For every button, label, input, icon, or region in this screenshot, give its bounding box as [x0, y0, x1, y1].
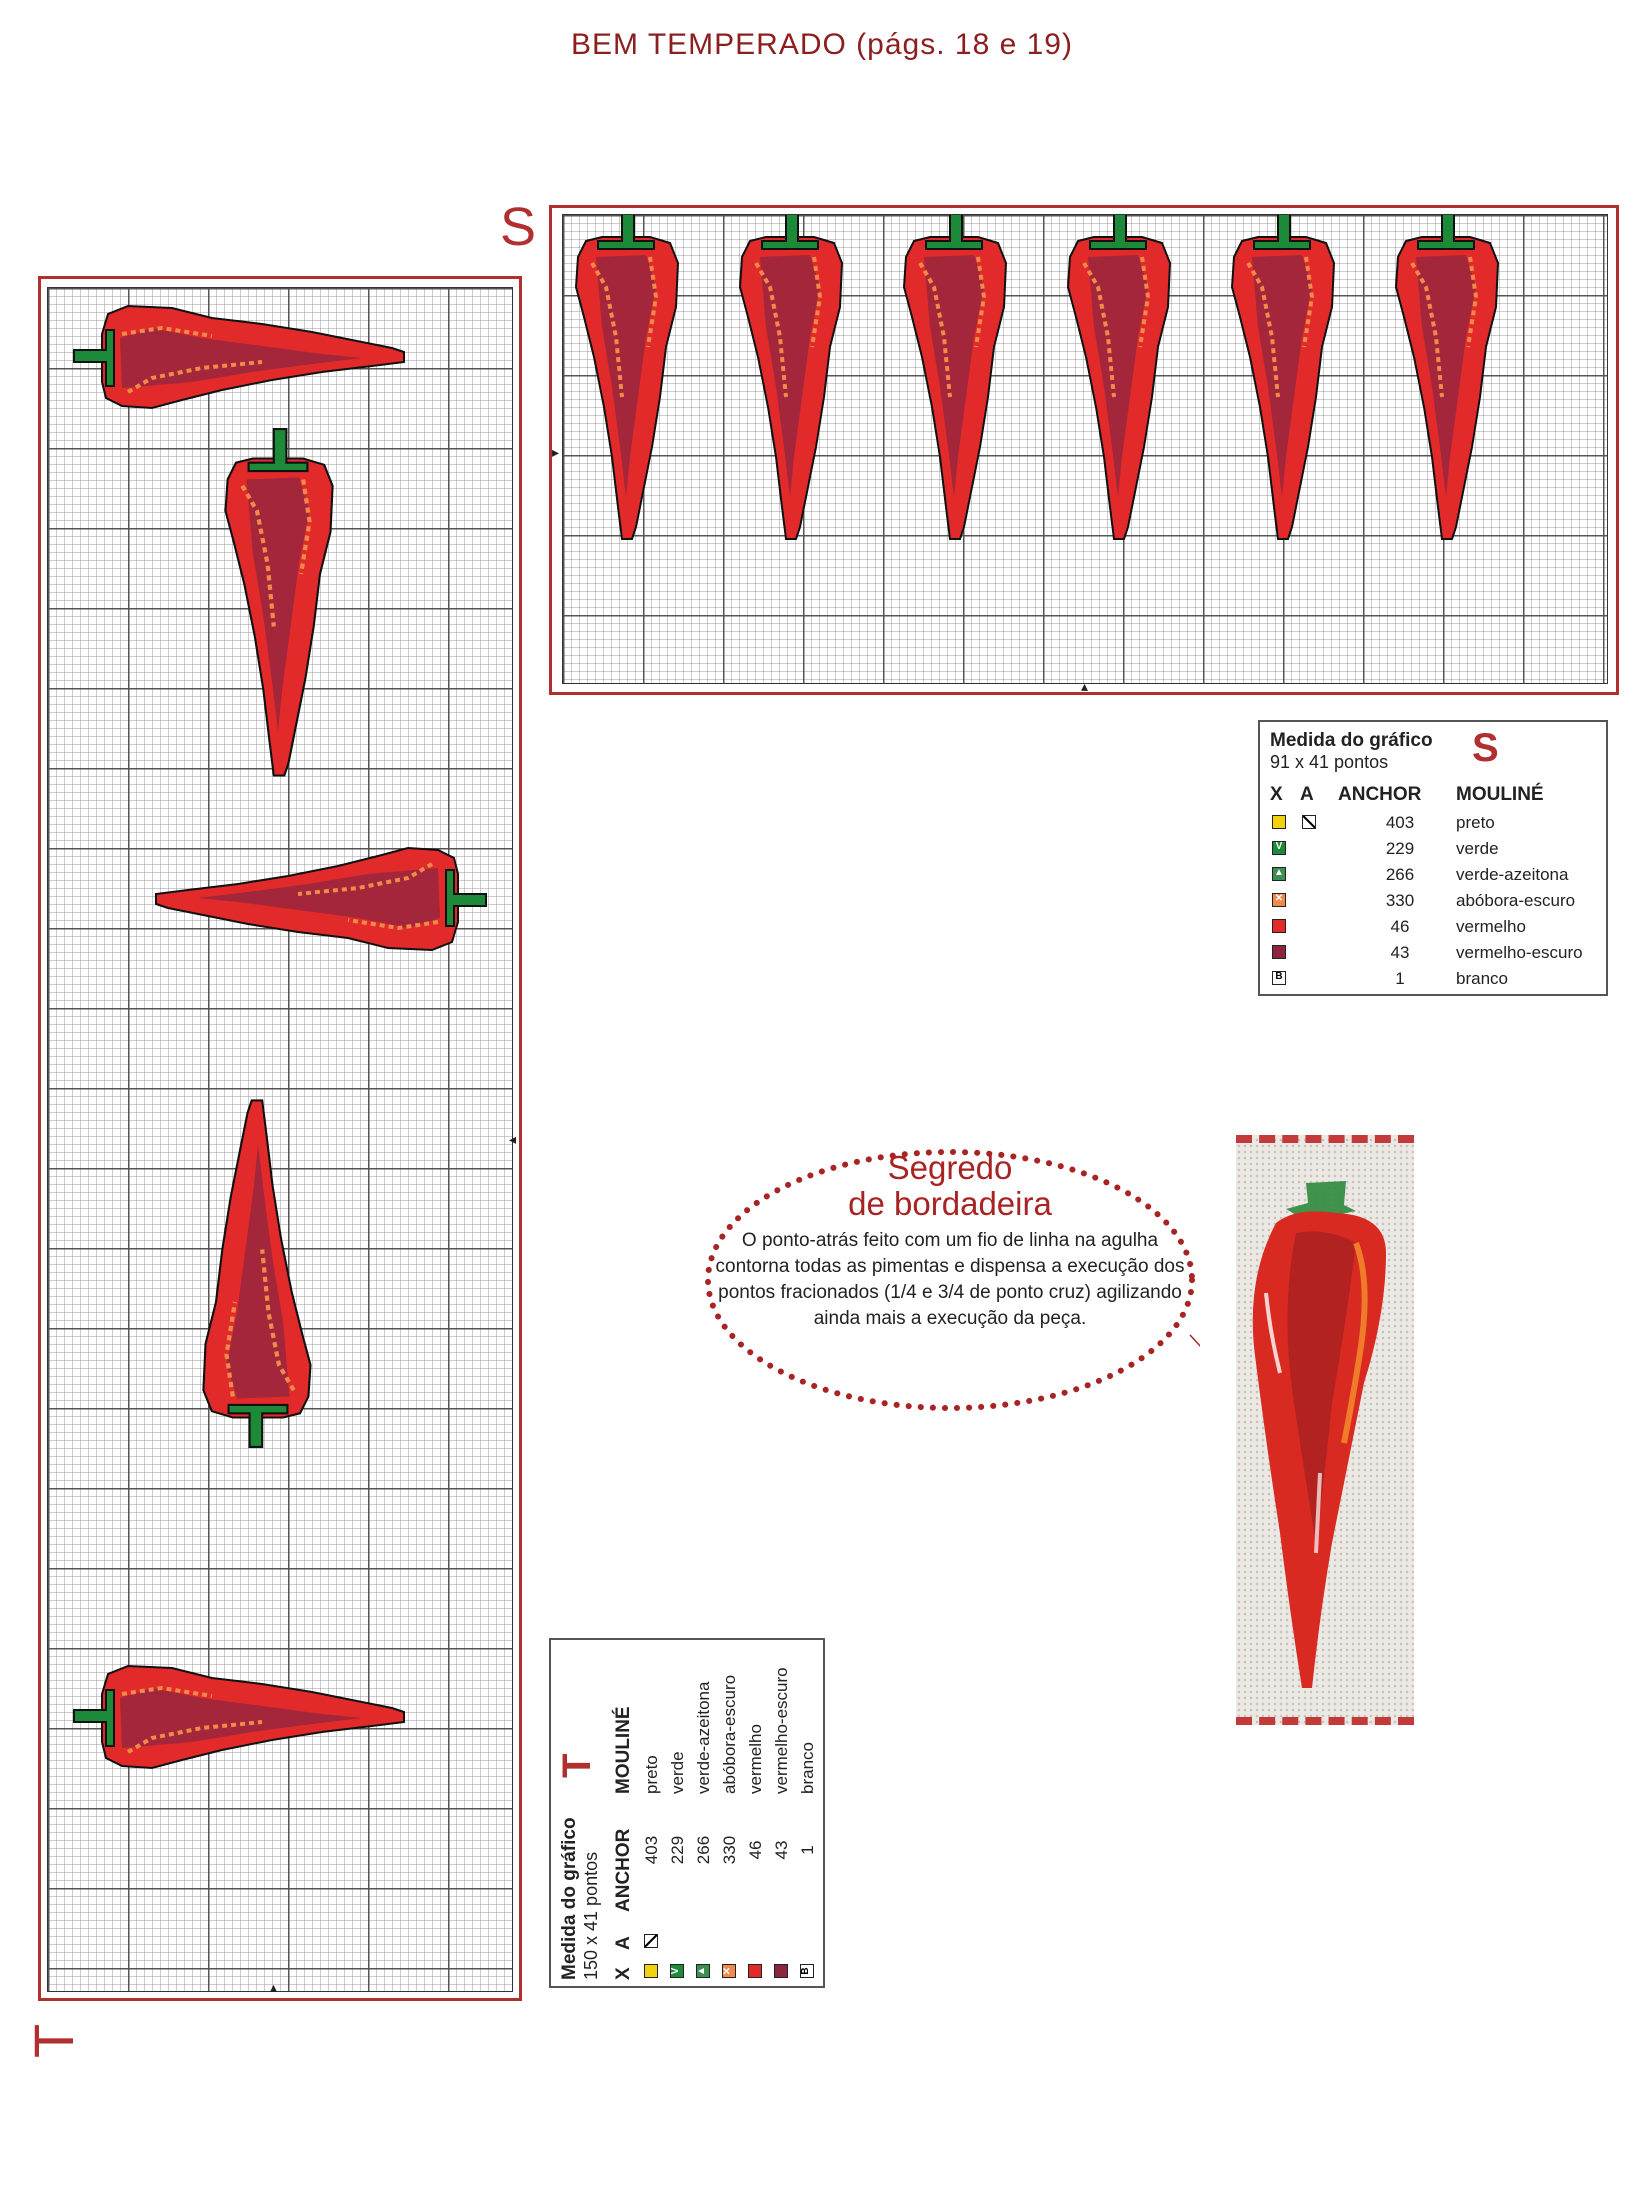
legend-anchor: 1: [798, 1845, 817, 1855]
pepper-motif: [203, 1100, 310, 1447]
legend-anchor: 46: [746, 1840, 765, 1860]
legend-mouline: vermelho-escuro: [1456, 943, 1583, 962]
color-swatch-icon: V: [670, 1964, 684, 1978]
center-arrow-right-icon: ◂: [509, 1131, 517, 1147]
legend-anchor: 43: [772, 1840, 791, 1860]
legend-row: [1270, 888, 1600, 914]
legend-row: [795, 1650, 821, 1980]
color-swatch-icon: [748, 1964, 762, 1978]
color-swatch-icon: [1272, 815, 1286, 829]
legend-t-title: Medida do gráfico: [559, 1817, 580, 1980]
legend-mouline: preto: [1456, 813, 1495, 832]
color-swatch-icon: B: [800, 1964, 814, 1978]
color-swatch-icon: [1272, 945, 1286, 959]
legend-mouline: vermelho-escuro: [772, 1667, 791, 1794]
color-swatch-icon: ✕: [722, 1964, 736, 1978]
legend-anchor: 403: [1385, 813, 1415, 832]
pepper-motif: [1232, 215, 1334, 539]
legend-s-size: 91 x 41 pontos: [1270, 752, 1389, 772]
legend-mouline: branco: [1456, 969, 1508, 988]
legend-mouline: abóbora-escuro: [720, 1674, 739, 1794]
legend-t-head-anchor: ANCHOR: [613, 1828, 634, 1912]
legend-row: [1270, 862, 1600, 888]
center-arrow-left-icon: ▸: [552, 444, 560, 460]
legend-mouline: abóbora-escuro: [1456, 891, 1576, 910]
pepper-motif: [226, 429, 333, 775]
chart-s-letter: S: [500, 197, 537, 257]
legend-s-head-mouline: MOULINÉ: [1456, 784, 1544, 805]
color-swatch-icon: [1272, 919, 1286, 933]
color-swatch-icon: ▲: [696, 1964, 710, 1978]
chart-t-grid: [47, 287, 513, 1992]
legend-t-size: 150 x 41 pontos: [581, 1851, 601, 1980]
pepper-motif: [740, 215, 842, 539]
legend-s-letter: S: [1472, 726, 1499, 770]
tip-text: O ponto-atrás feito com um fio de linha na agulha contorna todas as pimentas e dispensa a execução dos pontos fracionados (1/4 e 3/4 de ponto cruz) agilizando ainda mais a execução da peça.: [715, 1230, 1185, 1329]
legend-mouline: branco: [798, 1742, 817, 1794]
legend-row: [1270, 836, 1600, 862]
center-arrow-bottom-icon: ▴: [1081, 678, 1089, 694]
tip-title-line1: Segredo: [887, 1149, 1013, 1186]
embroidered-pepper: [1236, 1143, 1414, 1717]
color-swatch-icon: ✕: [1272, 893, 1286, 907]
legend-t-head-x: X: [613, 1967, 634, 1980]
legend-row: [639, 1650, 665, 1980]
legend-row: [743, 1650, 769, 1980]
pepper-motif: [74, 1666, 404, 1768]
legend-row: [1270, 810, 1600, 836]
legend-anchor: 266: [1385, 865, 1415, 884]
pepper-motif: [1068, 215, 1170, 539]
legend-t: [549, 1638, 825, 1988]
legend-s-head-a: A: [1300, 784, 1314, 805]
legend-anchor: 229: [668, 1835, 687, 1865]
color-swatch-icon: V: [1272, 841, 1286, 855]
chart-t-letter: T: [22, 2023, 85, 2058]
chart-s-frame: [549, 205, 1619, 695]
legend-mouline: verde-azeitona: [694, 1681, 713, 1794]
legend-mouline: verde: [668, 1751, 687, 1794]
legend-row: [665, 1650, 691, 1980]
legend-mouline: vermelho: [746, 1724, 765, 1794]
legend-row: [1270, 940, 1600, 966]
legend-t-head-a: A: [613, 1936, 634, 1950]
legend-anchor: 1: [1395, 969, 1405, 988]
page-title: BEM TEMPERADO (págs. 18 e 19): [571, 28, 1073, 61]
legend-mouline: verde: [1456, 839, 1499, 858]
chart-t-frame: [38, 276, 522, 2001]
legend-row: [717, 1650, 743, 1980]
color-swatch-icon: [644, 1964, 658, 1978]
legend-row: [1270, 914, 1600, 940]
legend-s-title: Medida do gráfico: [1270, 730, 1433, 751]
legend-anchor: 266: [694, 1835, 713, 1865]
color-swatch-icon: ▲: [1272, 867, 1286, 881]
tip-title-line2: de bordadeira: [848, 1185, 1052, 1222]
legend-row: [769, 1650, 795, 1980]
legend-mouline: preto: [642, 1755, 661, 1794]
legend-anchor: 403: [642, 1835, 661, 1865]
pepper-motif: [576, 215, 678, 539]
legend-s-head-anchor: ANCHOR: [1338, 784, 1422, 805]
legend-row: [1270, 966, 1600, 992]
chart-s-peppers: [563, 215, 1608, 684]
pepper-motif: [904, 215, 1006, 539]
legend-s: [1258, 720, 1608, 996]
backstitch-icon: [1302, 815, 1316, 829]
legend-mouline: verde-azeitona: [1456, 865, 1569, 884]
legend-row: [691, 1650, 717, 1980]
pepper-motif: [156, 848, 486, 950]
chart-t-peppers: [48, 288, 513, 1992]
center-arrow-bottom-t-icon: ▴: [270, 1979, 278, 1995]
legend-anchor: 330: [720, 1835, 739, 1865]
legend-t-head-mouline: MOULINÉ: [613, 1706, 634, 1794]
legend-anchor: 330: [1385, 891, 1415, 910]
backstitch-icon: [644, 1934, 658, 1948]
chart-s-grid: [562, 214, 1608, 684]
pepper-motif: [74, 306, 404, 408]
legend-anchor: 46: [1390, 917, 1410, 936]
legend-mouline: vermelho: [1456, 917, 1526, 936]
pepper-motif: [1396, 215, 1498, 539]
legend-anchor: 43: [1390, 943, 1410, 962]
embroidery-photo: [1236, 1135, 1414, 1725]
color-swatch-icon: B: [1272, 971, 1286, 985]
legend-t-letter: T: [555, 1753, 599, 1778]
color-swatch-icon: [774, 1964, 788, 1978]
legend-anchor: 229: [1385, 839, 1415, 858]
legend-t-inner: [551, 1640, 827, 1990]
legend-s-head-x: X: [1270, 784, 1283, 805]
